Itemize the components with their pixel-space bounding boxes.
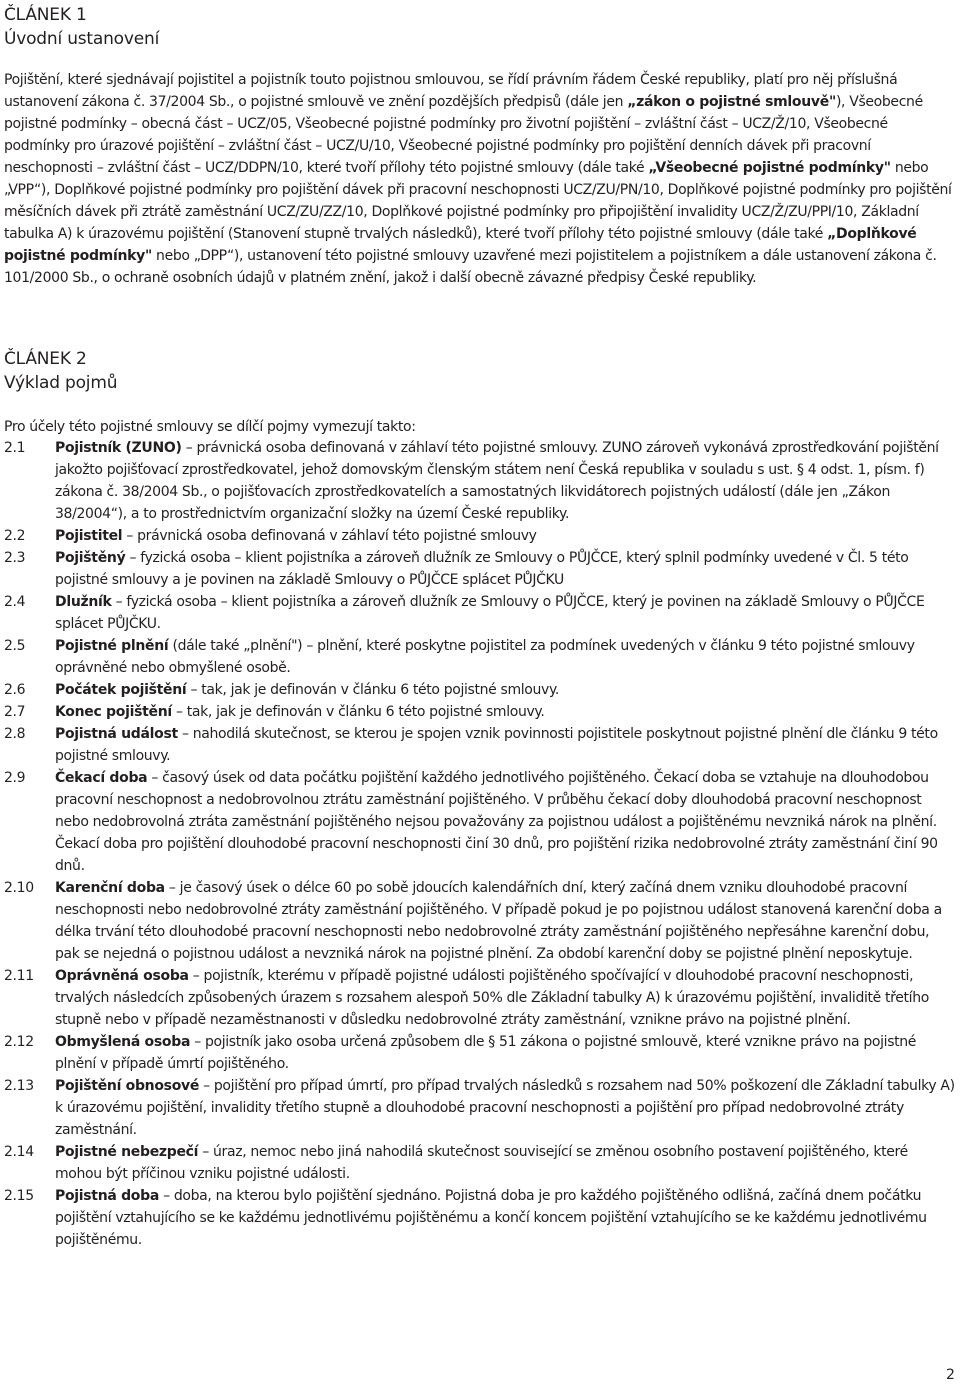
intro-bold-1: „zákon o pojistné smlouvě" [627,94,836,110]
definition-text [55,877,956,965]
article-2-header [4,347,117,395]
definition-number: 2.5 [4,638,26,654]
definition-term: Pojistná událost [55,726,178,742]
definition-item [4,635,956,679]
document-page [4,3,955,1248]
definitions-list [4,437,956,1251]
definition-term: Dlužník [55,594,112,610]
definition-number: 2.4 [4,594,26,610]
definition-term: Pojistník (ZUNO) [55,440,182,456]
definition-body: – časový úsek od data počátku pojištění každého jednotlivého pojištěného. Čekací doba se vztahuje na dlouhodobou pracovní neschopnost a nedobrovolnou ztrátu zaměstnání pojištěného. V průběhu čekací doby dlouhodobá pracovní neschopnost nebo nedobrovolná ztráta zaměstnání pojištěného nejsou považovány za pojistnou událost a pojištěnému nevzniká nárok na plnění. Čekací doba pro pojištění dlouhodobé pracovní neschopnosti činí 30 dnů, pro pojištění rizika nedobrovolné ztráty zaměstnání činí 90 dnů. [55,770,938,874]
definition-item [4,437,956,525]
definition-term: Počátek pojištění [55,682,187,698]
definition-text [55,437,956,525]
article-2-heading: ČLÁNEK 2 [4,349,87,369]
article-2-intro: Pro účely této pojistné smlouvy se dílčí pojmy vymezují takto: [4,419,416,435]
intro-text-3: nebo „VPP“), Doplňkové pojistné podmínky pro pojištění dávek při pracovní neschopnosti UCZ/ZU/PN/10, Doplňkové pojistné podmínky pro pojištění měsíčních dávek při ztrátě zaměstnání UCZ/ZU/ZZ/10, Doplňkové pojistné podmínky pro připojištění invalidity UCZ/Ž/ZU/PPI/10, Základní tabulka A) k úrazovému pojištění (Stanovení stupně trvalých následků), které tvoří přílohy této pojistné smlouvy (dále také [4,160,952,242]
definition-term: Pojistné plnění [55,638,169,654]
definition-text [55,1075,956,1141]
definition-body: – pojistník, kterému v případě pojistné události pojištěného spočívající v dlouhodobé pracovní neschopnosti, trvalých následcích způsobených úrazem s rozsahem alespoň 50% dle Základní tabulky A) k úrazovému pojištění, invaliditě třetího stupně nebo v případě nezaměstnanosti v důsledku nedobrovolné ztráty zaměstnání, vznikne právo na pojistné plnění. [55,968,929,1028]
definition-body: – pojistník jako osoba určená způsobem dle § 51 zákona o pojistné smlouvě, které vznikne právo na pojistné plnění v případě úmrtí pojištěného. [55,1034,917,1072]
definition-term: Konec pojištění [55,704,172,720]
definition-item [4,877,956,965]
definition-number: 2.3 [4,550,26,566]
definition-number: 2.6 [4,682,26,698]
definition-number: 2.12 [4,1034,34,1050]
definition-item [4,767,956,877]
definition-body: – fyzická osoba – klient pojistníka a zároveň dlužník ze Smlouvy o PŮJČCE, který je povinen na základě Smlouvy o PŮJČCE splácet PŮJČKU. [55,594,925,632]
definition-number: 2.2 [4,528,26,544]
definition-term: Čekací doba [55,770,148,786]
definition-item [4,1185,956,1251]
definition-number: 2.8 [4,726,26,742]
definition-term: Obmyšlená osoba [55,1034,191,1050]
definition-item [4,1141,956,1185]
definition-term: Pojištění obnosové [55,1078,200,1094]
definition-text [55,525,956,547]
definition-body: – fyzická osoba – klient pojistníka a zároveň dlužník ze Smlouvy o PŮJČCE, který splnil podmínky uvedené v Čl. 5 této pojistné smlouvy a je povinen na základě Smlouvy o PŮJČCE splácet PŮJČKU [55,550,909,588]
intro-bold-2: „Všeobecné pojistné podmínky" [648,160,891,176]
definition-number: 2.7 [4,704,26,720]
definition-term: Pojistné nebezpečí [55,1144,199,1160]
definition-number: 2.1 [4,440,26,456]
definition-text [55,723,956,767]
definition-text [55,591,956,635]
definition-number: 2.11 [4,968,34,984]
definition-text [55,547,956,591]
definition-item [4,723,956,767]
definition-item [4,1075,956,1141]
definition-item [4,679,956,701]
definition-term: Karenční doba [55,880,165,896]
intro-text-1: Pojištění, které sjednávají pojistitel a pojistník touto pojistnou smlouvou, se řídí právním řádem České republiky, platí pro něj příslušná ustanovení zákona č. 37/2004 Sb., o pojistné smlouvě ve znění pozdějších předpisů (dále jen [4,72,898,110]
definition-body: – úraz, nemoc nebo jiná nahodilá skutečnost související se změnou osobního postavení pojištěného, které mohou být příčinou vzniku pojistné události. [55,1144,908,1182]
definition-number: 2.9 [4,770,26,786]
definition-text [55,965,956,1031]
article-1-paragraph [4,69,956,289]
definition-item [4,701,956,723]
definition-body: – je časový úsek o délce 60 po sobě jdoucích kalendářních dní, který začíná dnem vzniku dlouhodobé pracovní neschopnosti nebo nedobrovolné ztráty zaměstnání pojištěného. V případě pokud je po pojistnou událost stanovená karenční doba a délka trvání této dlouhodobé pracovní neschopnosti nebo nedobrovolné ztráty zaměstnání pojištěného nepřesáhne karenční dobu, pak se nejedná o pojistnou událost a nevzniká nárok na pojistné plnění. Za období karenční doby se pojistné plnění neposkytuje. [55,880,942,962]
intro-text-4: nebo „DPP“), ustanovení této pojistné smlouvy uzavřené mezi pojistitelem a pojistníkem a dále ustanovení zákona č. 101/2000 Sb., o ochraně osobních údajů v platném znění, jakož i další obecně závazné předpisy České republiky. [4,248,937,286]
definition-body: – doba, na kterou bylo pojištění sjednáno. Pojistná doba je pro každého pojištěného odlišná, začíná dnem počátku pojištění vztahujícího se ke každému jednotlivému pojištěnému a končí koncem pojištění vztahujícího se ke každému jednotlivému pojištěnému. [55,1188,927,1248]
intro-bold-3: „Doplňkové pojistné podmínky" [4,226,917,264]
definition-body: (dále také „plnění") – plnění, které poskytne pojistitel za podmínek uvedených v článku 9 této pojistné smlouvy oprávněné nebo obmyšlené osobě. [55,638,915,676]
definition-number: 2.14 [4,1144,34,1160]
definition-body: – tak, jak je definován v článku 6 této pojistné smlouvy. [171,704,545,720]
definition-text [55,701,956,723]
definition-item [4,547,956,591]
definition-body: – právnická osoba definovaná v záhlaví této pojistné smlouvy [122,528,537,544]
definition-text [55,635,956,679]
definition-body: – právnická osoba definovaná v záhlaví této pojistné smlouvy. ZUNO zároveň vykonává zprostředkování pojištění jakožto pojišťovací zprostředkovatel, jehož domovským členským státem není Česká republika v souladu s ust. § 4 odst. 1, písm. f) zákona č. 38/2004 Sb., o pojišťovacích zprostředkovatelích a samostatných likvidátorech pojistných událostí (dále jen „Zákon 38/2004“), a to prostřednictvím organizační složky na území České republiky. [55,440,939,522]
definition-body: – pojištění pro případ úmrtí, pro případ trvalých následků s rozsahem nad 50% poškození dle Základní tabulky A) k úrazovému pojištění, invalidity třetího stupně a dlouhodobé pracovní neschopnosti a pojištění pro případ nedobrovolné ztráty zaměstnání. [55,1078,955,1138]
definition-text [55,1141,956,1185]
definition-body: – tak, jak je definován v článku 6 této pojistné smlouvy. [186,682,559,698]
article-1-subheading: Úvodní ustanovení [4,29,160,49]
definition-number: 2.15 [4,1188,34,1204]
article-1-heading: ČLÁNEK 1 [4,5,87,25]
definition-term: Pojištěný [55,550,126,566]
definition-text [55,767,956,877]
definition-text [55,1031,956,1075]
definition-item [4,965,956,1031]
definition-body: – nahodilá skutečnost, se kterou je spojen vznik povinnosti pojistitele poskytnout pojistné plnění dle článku 9 této pojistné smlouvy. [55,726,938,764]
page-number: 2 [946,1367,955,1383]
article-2-subheading: Výklad pojmů [4,373,118,393]
definition-text [55,1185,956,1251]
definition-item [4,525,956,547]
definition-term: Oprávněná osoba [55,968,189,984]
definition-term: Pojistná doba [55,1188,159,1204]
definition-number: 2.13 [4,1078,34,1094]
definition-number: 2.10 [4,880,34,896]
intro-text-2: ), Všeobecné pojistné podmínky – obecná část – UCZ/05, Všeobecné pojistné podmínky pro životní pojištění – zvláštní část – UCZ/Ž/10, Všeobecné podmínky pro úrazové pojištění – zvláštní část – UCZ/U/10, Všeobecné pojistné podmínky pro pojištění denních dávek při pracovní neschopnosti – zvláštní část – UCZ/DDPN/10, které tvoří přílohy této pojistné smlouvy (dále také [4,94,923,176]
definition-item [4,1031,956,1075]
definition-item [4,591,956,635]
definition-term: Pojistitel [55,528,123,544]
definition-text [55,679,956,701]
